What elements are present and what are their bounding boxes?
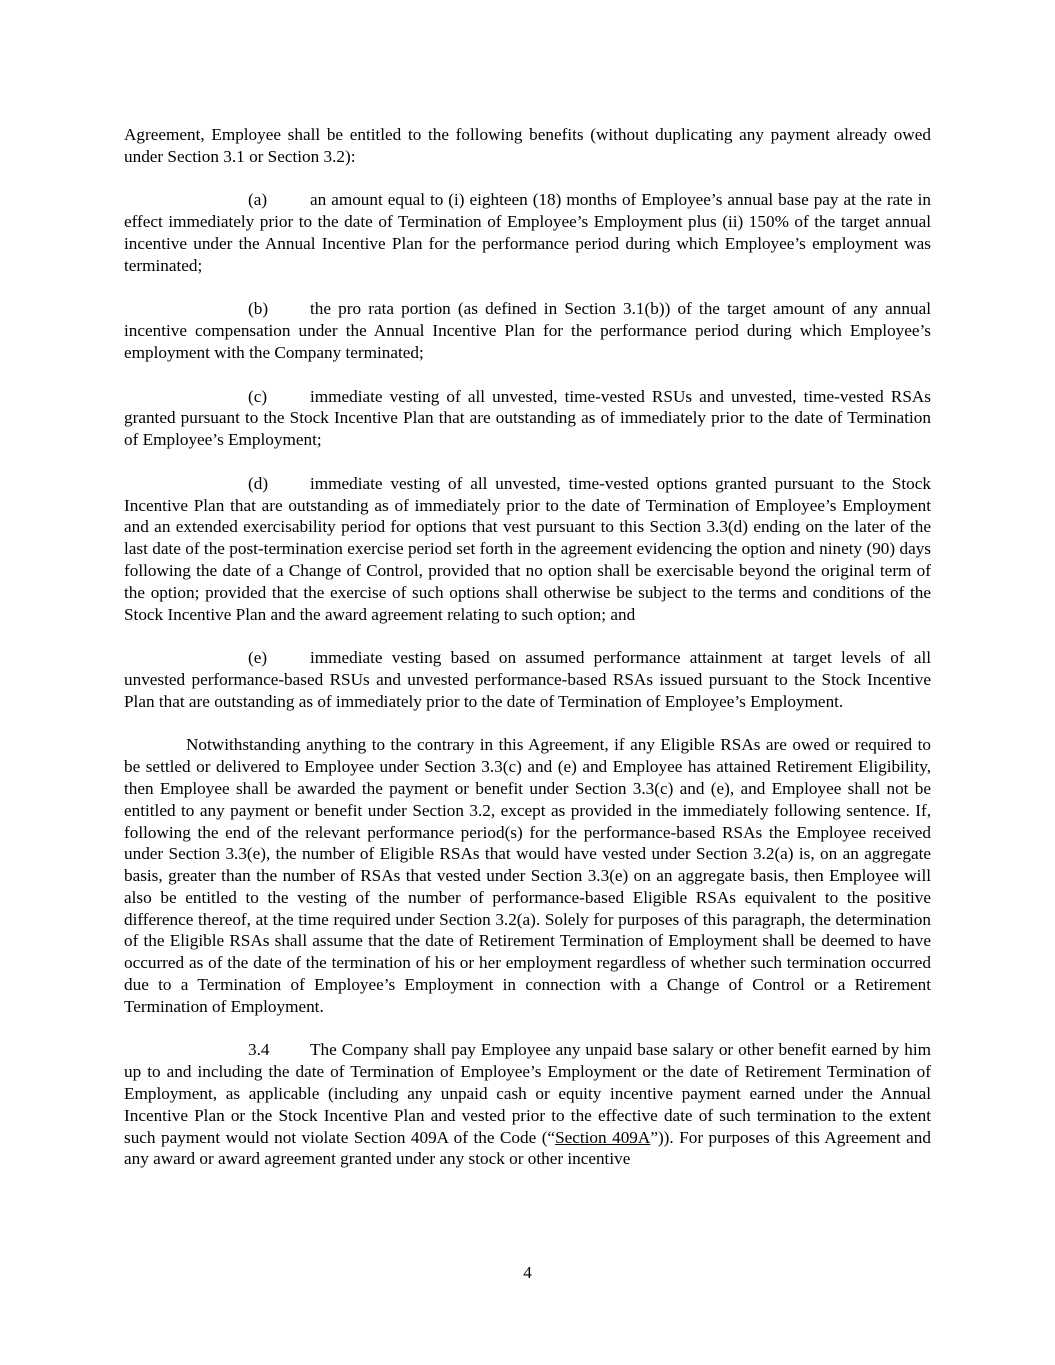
section-3-4-text-after: ”)). For purposes of this Agreement and any award or award agreement granted under any stock or other incentive [124,1127,931,1169]
item-b-text: the pro rata portion (as defined in Section 3.1(b)) of the target amount of any annual incentive compensation under the Annual Incentive Plan for the performance period during which Employee’s employment with the Company terminated; [124,299,931,362]
item-c-label: (c) [248,386,268,406]
section-3-4 [124,1039,931,1170]
item-d [124,473,931,626]
item-b-label: (b) [248,299,269,319]
intro-paragraph: Agreement, Employee shall be entitled to the following benefits (without duplicating any payment already owed under Section 3.1 or Section 3.2): [124,125,931,166]
item-c [124,386,931,451]
item-e-label: (e) [248,648,268,668]
item-e-text: immediate vesting based on assumed performance attainment at target levels of all unvested performance-based RSUs and unvested performance-based RSAs issued pursuant to the Stock Incentive Plan that are outstanding as of immediately prior to the date of Termination of Employee’s Employment. [124,648,931,711]
item-a-text: an amount equal to (i) eighteen (18) months of Employee’s annual base pay at the rate in effect immediately prior to the date of Termination of Employee’s Employment plus (ii) 150% of the target annual incentive under the Annual Incentive Plan for the performance period during which Employee’s employment was terminated; [124,190,931,275]
item-e [124,647,931,712]
section-3-4-label: 3.4 [248,1040,270,1060]
item-b [124,298,931,363]
item-d-text: immediate vesting of all unvested, time-vested options granted pursuant to the Stock Incentive Plan that are outstanding as of immediately prior to the date of Termination of Employee’s Employment and an extended exercisability period for options that vest pursuant to this Section 3.3(d) ending on the later of the last date of the post-termination exercise period set forth in the agreement evidencing the option and ninety (90) days following the date of a Change of Control, provided that no option shall be exercisable beyond the original term of the option; provided that the exercise of such options shall otherwise be subject to the terms and conditions of the Stock Incentive Plan and the award agreement relating to such option; and [124,473,931,624]
item-a-label: (a) [248,190,268,210]
page-number: 4 [523,1263,532,1282]
notwithstanding-paragraph: Notwithstanding anything to the contrary in this Agreement, if any Eligible RSAs are owed or required to be settled or delivered to Employee under Section 3.3(c) and (e) and Employee has attained Retirement Eligibility, then Employee shall be awarded the payment or benefit under Section 3.3(c) and (e), and Employee shall not be entitled to any payment or benefit under Section 3.2, except as provided in the immediately following sentence. If, following the end of the relevant performance period(s) for the performance-based RSAs the Employee received under Section 3.3(e), the number of Eligible RSAs that would have vested under Section 3.2(a) is, on an aggregate basis, greater than the number of RSAs that vested under Section 3.3(e) on an aggregate basis, then Employee will also be entitled to the vesting of the number of performance-based Eligible RSAs equivalent to the positive difference thereof, at the time required under Section 3.2(a). Solely for purposes of this paragraph, the determination of the Eligible RSAs shall assume that the date of Retirement Termination of Employment shall be deemed to have occurred as of the date of the termination of his or her employment regardless of whether such termination occurred due to a Termination of Employee’s Employment in connection with a Change of Control or a Retirement Termination of Employment. [124,735,931,1016]
section-409a-defined-term: Section 409A [555,1127,651,1147]
item-c-text: immediate vesting of all unvested, time-vested RSUs and unvested, time-vested RSAs granted pursuant to the Stock Incentive Plan that are outstanding as of immediately prior to the date of Termination of Employee’s Employment; [124,386,931,450]
item-d-label: (d) [248,473,269,493]
item-a [124,189,931,276]
section-3-4-text-before: The Company shall pay Employee any unpaid base salary or other benefit earned by him up to and including the date of Termination of Employee’s Employment or the date of Retirement Termination of Employment, as applicable (including any unpaid cash or equity incentive payment earned under the Annual Incentive Plan or the Stock Incentive Plan and vested prior to the effective date of such termination to the extent such payment would not violate Section 409A of the Code (“ [124,1040,931,1147]
document-body [124,124,931,1170]
